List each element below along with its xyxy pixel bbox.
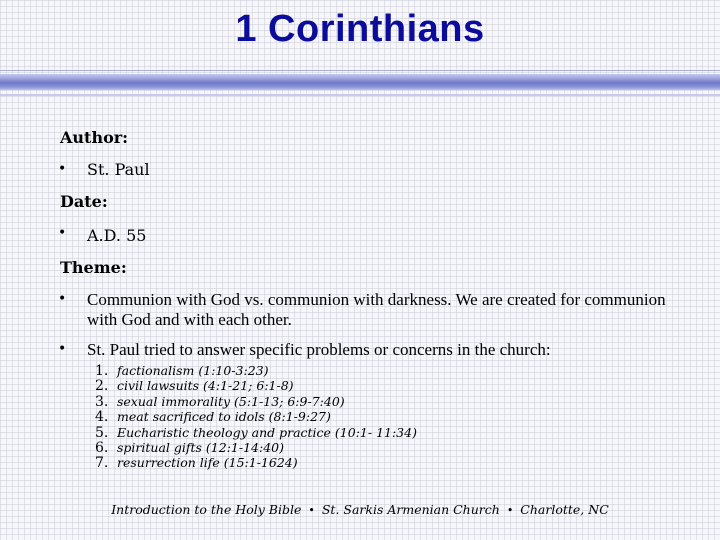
list-text: civil lawsuits (4:1-21; 6:1-8)	[117, 378, 294, 394]
list-number: 2.	[95, 378, 109, 395]
footer-church: St. Sarkis Armenian Church	[321, 502, 500, 517]
list-number: 3.	[95, 393, 109, 410]
list-number: 1.	[95, 363, 109, 379]
theme-heading: Theme:	[60, 258, 127, 277]
list-item	[95, 393, 417, 408]
slide-footer	[0, 502, 720, 517]
list-text: spiritual gifts (12:1-14:40)	[117, 439, 284, 455]
footer-separator: •	[506, 504, 514, 517]
footer-separator: •	[308, 504, 315, 517]
list-number: 4.	[95, 409, 109, 426]
footer-course: Introduction to the Holy Bible	[111, 502, 302, 517]
date-heading: Date:	[60, 192, 108, 211]
problems-list	[95, 362, 417, 470]
list-text: meat sacrificed to idols (8:1-9:27)	[117, 409, 331, 425]
author-heading: Author:	[60, 128, 129, 147]
list-text: sexual immorality (5:1-13; 6:9-7:40)	[117, 393, 345, 409]
slide-title: 1 Corinthians	[235, 8, 485, 50]
bullet-icon: •	[58, 225, 67, 241]
list-item	[95, 377, 417, 395]
date-value: A.D. 55	[87, 226, 147, 245]
footer-location: Charlotte, NC	[520, 502, 609, 517]
list-item	[95, 424, 417, 439]
list-number: 6.	[95, 439, 109, 456]
bullet-icon: •	[58, 161, 67, 177]
bullet-icon: •	[58, 341, 67, 357]
title-divider	[0, 70, 720, 96]
list-text: factionalism (1:10-3:23)	[117, 363, 269, 378]
author-value: St. Paul	[87, 160, 150, 179]
list-item	[95, 408, 417, 426]
theme-point: St. Paul tried to answer specific problems or concerns in the church:	[87, 340, 551, 359]
list-item	[95, 362, 417, 377]
list-text: resurrection life (15:1-1624)	[117, 455, 298, 471]
theme-point: Communion with God vs. communion with darkness. We are created for communion with God and with each other.	[87, 290, 666, 329]
list-number: 5.	[95, 424, 109, 441]
list-item	[95, 439, 417, 454]
bullet-icon: •	[58, 291, 67, 307]
list-item	[95, 454, 417, 472]
list-text: Eucharistic theology and practice (10:1- 11:34)	[117, 424, 417, 440]
list-number: 7.	[95, 455, 109, 472]
